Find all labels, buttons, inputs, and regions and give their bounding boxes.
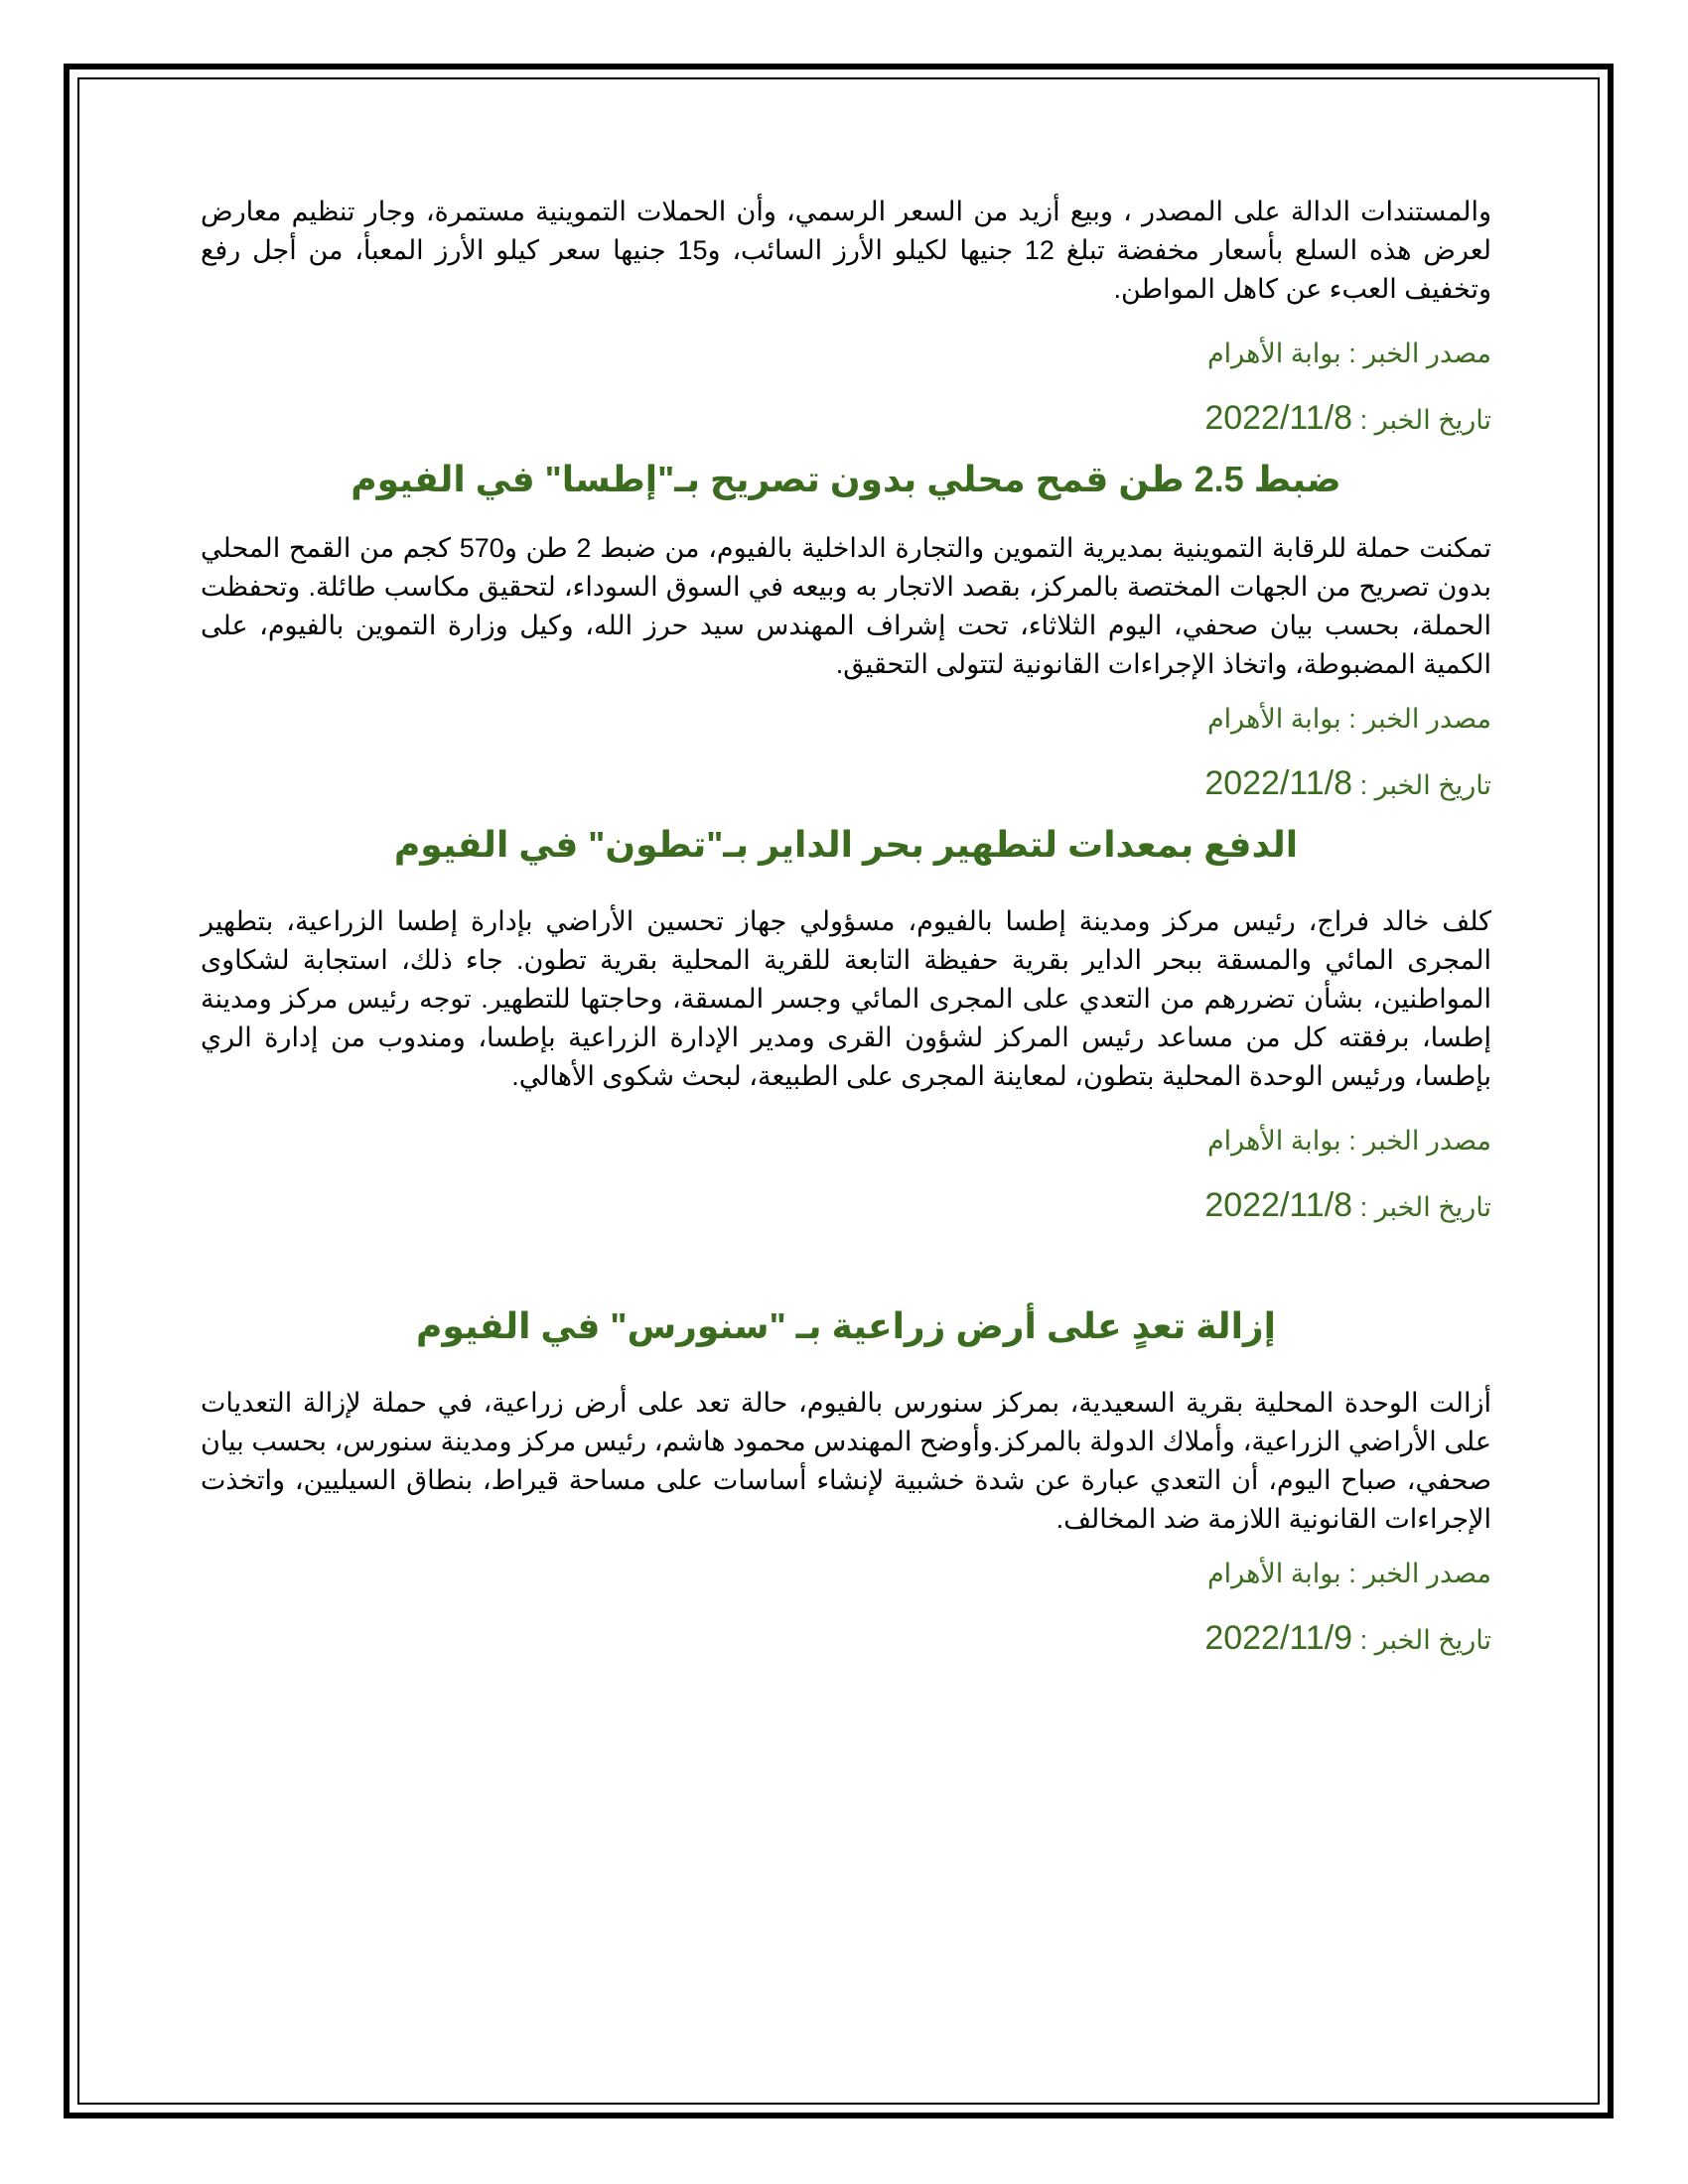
date-label: تاريخ الخبر : [1359,1192,1491,1222]
source-value: بوابة الأهرام [1206,339,1341,368]
source-label: مصدر الخبر : [1348,1559,1491,1588]
source-label: مصدر الخبر : [1348,1126,1491,1156]
source-label: مصدر الخبر : [1348,339,1491,368]
article-source-line [201,700,1491,739]
intro-paragraph: والمستندات الدالة على المصدر ، وبيع أزيد من السعر الرسمي، وأن الحملات التموينية مستمرة، وجار تنظيم معارض لعرض هذه السلع بأسعار مخفضة تبلغ 12 جنيها لكيلو الأرز السائب، و15 جنيها سعر كيلو الأرز المعبأ، من أجل رفع وتخفيف العبء عن كاهل المواطن. [201,197,1491,304]
intro-source-line [201,335,1491,373]
date-value: 2022/11/9 [1204,1619,1353,1657]
article-date-line [201,764,1491,805]
source-value: بوابة الأهرام [1206,1559,1341,1588]
date-value: 2022/11/8 [1204,764,1353,802]
article-headline: إزالة تعدٍ على أرض زراعية بـ "سنورس" في الفيوم [416,1305,1276,1346]
date-label: تاريخ الخبر : [1359,405,1491,435]
document-content [201,193,1491,1660]
article-source-line [201,1122,1491,1160]
source-value: بوابة الأهرام [1206,704,1341,734]
intro-date-line [201,399,1491,440]
article-body: أزالت الوحدة المحلية بقرية السعيدية، بمركز سنورس بالفيوم، حالة تعد على أرض زراعية، في حملة لإزالة التعديات على الأراضي الزراعية، وأملاك الدولة بالمركز.وأوضح المهندس محمود هاشم، رئيس مركز ومدينة سنورس، بحسب بيان صحفي، صباح اليوم، أن التعدي عبارة عن شدة خشبية لإنشاء أساسات على مساحة قيراط، بنطاق السيليين، واتخذت الإجراءات القانونية اللازمة ضد المخالف. [201,1388,1491,1534]
article-body: كلف خالد فراج، رئيس مركز ومدينة إطسا بالفيوم، مسؤولي جهاز تحسين الأراضي بإدارة إطسا الزراعية، بتطهير المجرى المائي والمسقة ببحر الداير بقرية حفيظة التابعة للقرية المحلية بقرية تطون. جاء ذلك، استجابة لشكاوى المواطنين، بشأن تضررهم من التعدي على المجرى المائي وجسر المسقة، وحاجتها للتطهير. توجه رئيس مركز ومدينة إطسا، برفقته كل من مساعد رئيس المركز لشؤون القرى ومدير الإدارة الزراعية بإطسا، ومندوب من إدارة الري بإطسا، ورئيس الوحدة المحلية بتطون، لمعاينة المجرى على الطبيعة، لبحث شكوى الأهالي. [201,906,1491,1091]
article-source-line [201,1555,1491,1593]
source-value: بوابة الأهرام [1206,1126,1341,1156]
article-date-line [201,1619,1491,1660]
date-label: تاريخ الخبر : [1359,770,1491,800]
date-value: 2022/11/8 [1204,1186,1353,1224]
article-headline: الدفع بمعدات لتطهير بحر الداير بـ"تطون" في الفيوم [393,824,1299,865]
article-body: تمكنت حملة للرقابة التموينية بمديرية التموين والتجارة الداخلية بالفيوم، من ضبط 2 طن و570 كجم من القمح المحلي بدون تصريح من الجهات المختصة بالمركز، بقصد الاتجار به وبيعه في السوق السوداء، لتحقيق مكاسب طائلة. وتحفظت الحملة، بحسب بيان صحفي، اليوم الثلاثاء، تحت إشراف المهندس سيد حرز الله، وكيل وزارة التموين بالفيوم، على الكمية المضبوطة، واتخاذ الإجراءات القانونية لتتولى التحقيق. [201,533,1491,679]
date-value: 2022/11/8 [1204,399,1353,437]
article-date-line [201,1186,1491,1227]
source-label: مصدر الخبر : [1348,704,1491,734]
date-label: تاريخ الخبر : [1359,1625,1491,1655]
article-headline: ضبط 2.5 طن قمح محلي بدون تصريح بـ"إطسا" في الفيوم [351,459,1341,499]
